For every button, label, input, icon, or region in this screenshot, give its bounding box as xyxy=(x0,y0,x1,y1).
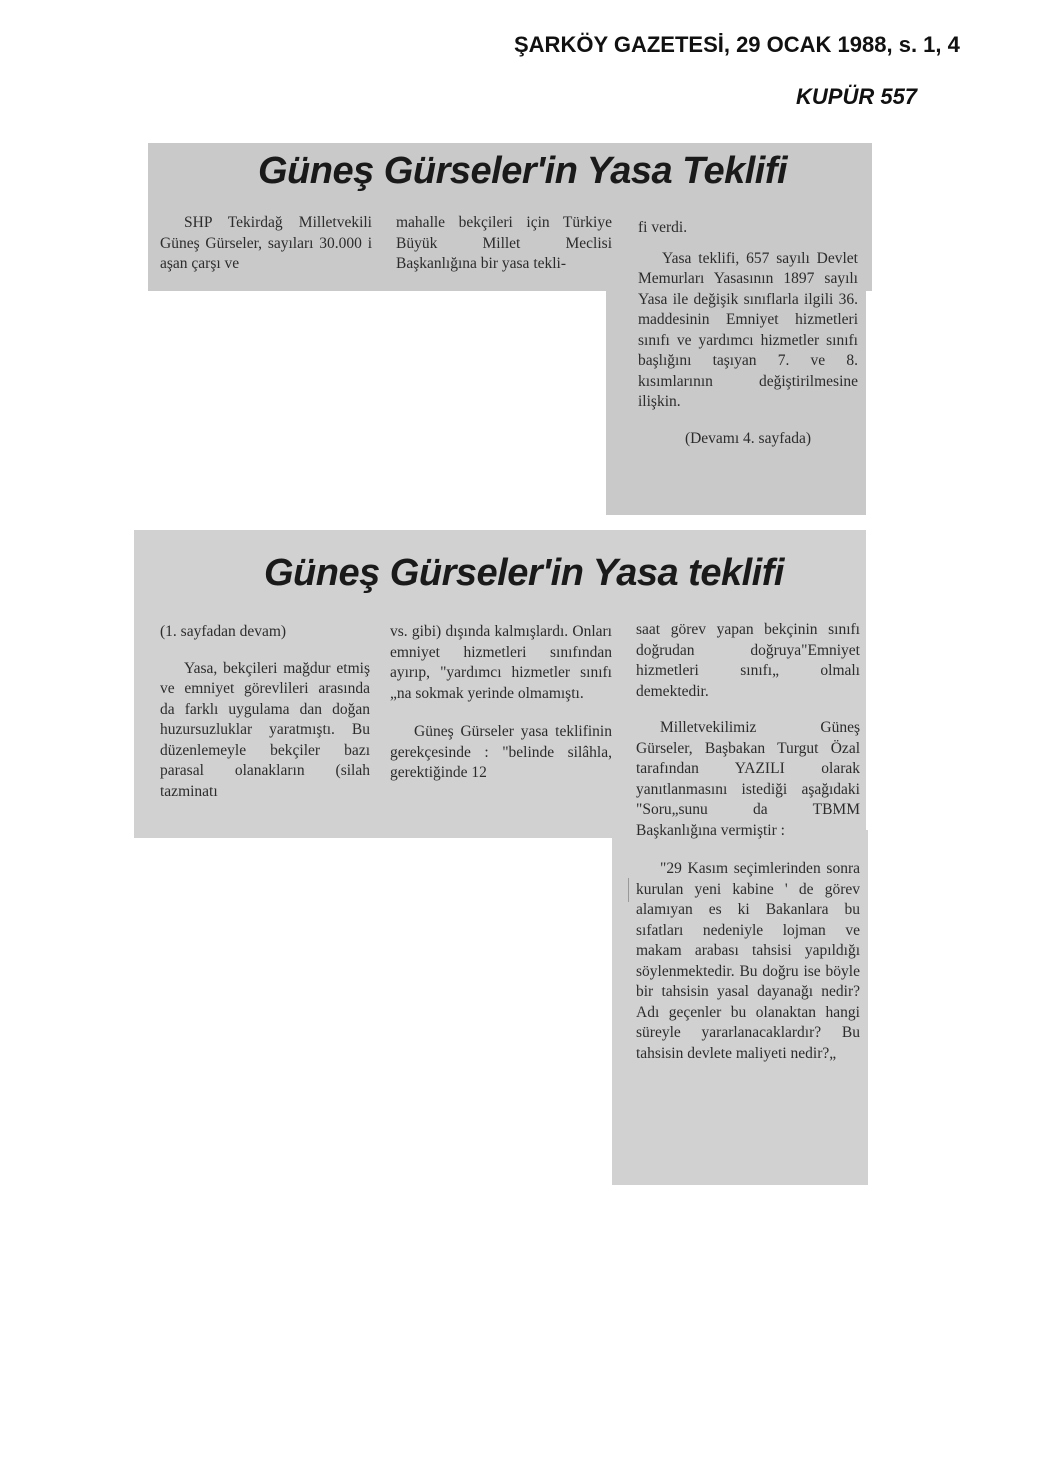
clipping-2-column-2-p2: Güneş Gürseler yasa teklifinin gerekçesinde : "belinde silâhla, gerektiğinde 12 xyxy=(390,723,612,781)
clipping-1-continued-note: (Devamı 4. sayfada) xyxy=(684,429,812,447)
clipping-1-column-3 xyxy=(638,218,858,449)
column-rule xyxy=(628,878,629,902)
clipping-1-column-1-text: SHP Tekirdağ Milletvekili Güneş Gürseler, sayıları 30.000 i aşan çarşı ve xyxy=(160,214,372,272)
clipping-2-column-3-p1: saat görev yapan bekçinin sınıfı doğrudan doğruya"Emniyet hizmetleri sınıfı„ olmalı demektedir. xyxy=(636,621,860,700)
clipping-2-headline: Güneş Gürseler'in Yasa teklifi xyxy=(264,552,784,594)
clipping-2-column-1-body: Yasa, bekçileri mağdur etmiş ve emniyet görevlileri arasında da farklı uygulama dan doğan huzursuzluklar yaratmıştı. Bu düzenlemeyle bekçiler bazı parasal olanakların (silah tazminatı xyxy=(160,659,370,800)
clipping-1-column-2-text: mahalle bekçileri için Türkiye Büyük Millet Meclisi Başkanlığına bir yasa tekli- xyxy=(396,214,612,272)
clipping-2-column-1 xyxy=(160,622,370,802)
clipping-1-column-2 xyxy=(396,213,612,275)
clipping-1-column-1 xyxy=(160,213,372,275)
clipping-2-continued-from: (1. sayfadan devam) xyxy=(160,623,287,640)
clipping-2-column-3 xyxy=(636,620,860,1064)
clipping-1-headline: Güneş Gürseler'in Yasa Teklifi xyxy=(258,150,788,192)
clipping-1-column-3-start: fi verdi. xyxy=(638,219,688,236)
clipping-2-column-3-p2: Milletvekilimiz Güneş Gürseler, Başbakan Turgut Özal tarafından YAZILI olarak yanıtlanmasını istediği aşağıdaki "Soru„sunu da TBMM Başkanlığına vermiştir : xyxy=(636,719,860,839)
clipping-2-column-2 xyxy=(390,622,612,784)
clipping-2-column-2-p1: vs. gibi) dışında kalmışlardı. Onları emniyet hizmetleri sınıfından ayırıp, "yardımcı hizmetler sınıfı „na sokmak yerinde olmamıştı. xyxy=(390,623,612,702)
clipping-number: KUPÜR 557 xyxy=(796,84,918,109)
source-citation: ŞARKÖY GAZETESİ, 29 OCAK 1988, s. 1, 4 xyxy=(514,32,960,57)
clipping-1-column-3-body: Yasa teklifi, 657 sayılı Devlet Memurları Yasasının 1897 sayılı Yasa ile değişik sınıflarla ilgili 36. maddesinin Emniyet hizmetleri sınıfı ve yardımcı hizmetler sınıfı başlığını taşıyan 7. ve 8. kısımlarının değiştirilmesine ilişkin. xyxy=(638,249,858,410)
clipping-2-column-3-p3: "29 Kasım seçimlerinden sonra kurulan yeni kabine ' de görev alamıyan es ki Bakanlara bu sıfatları nedeniyle lojman ve makam arabası tahsisi yapıldığı söylenmektedir. Bu doğru ise böyle bir tahsisin yasal dayanağı nedir? Adı geçenler bu olanaktan hangi süreyle yararlanacaklardır? Bu tahsisin devlete maliyeti nedir?„ xyxy=(636,860,860,1062)
